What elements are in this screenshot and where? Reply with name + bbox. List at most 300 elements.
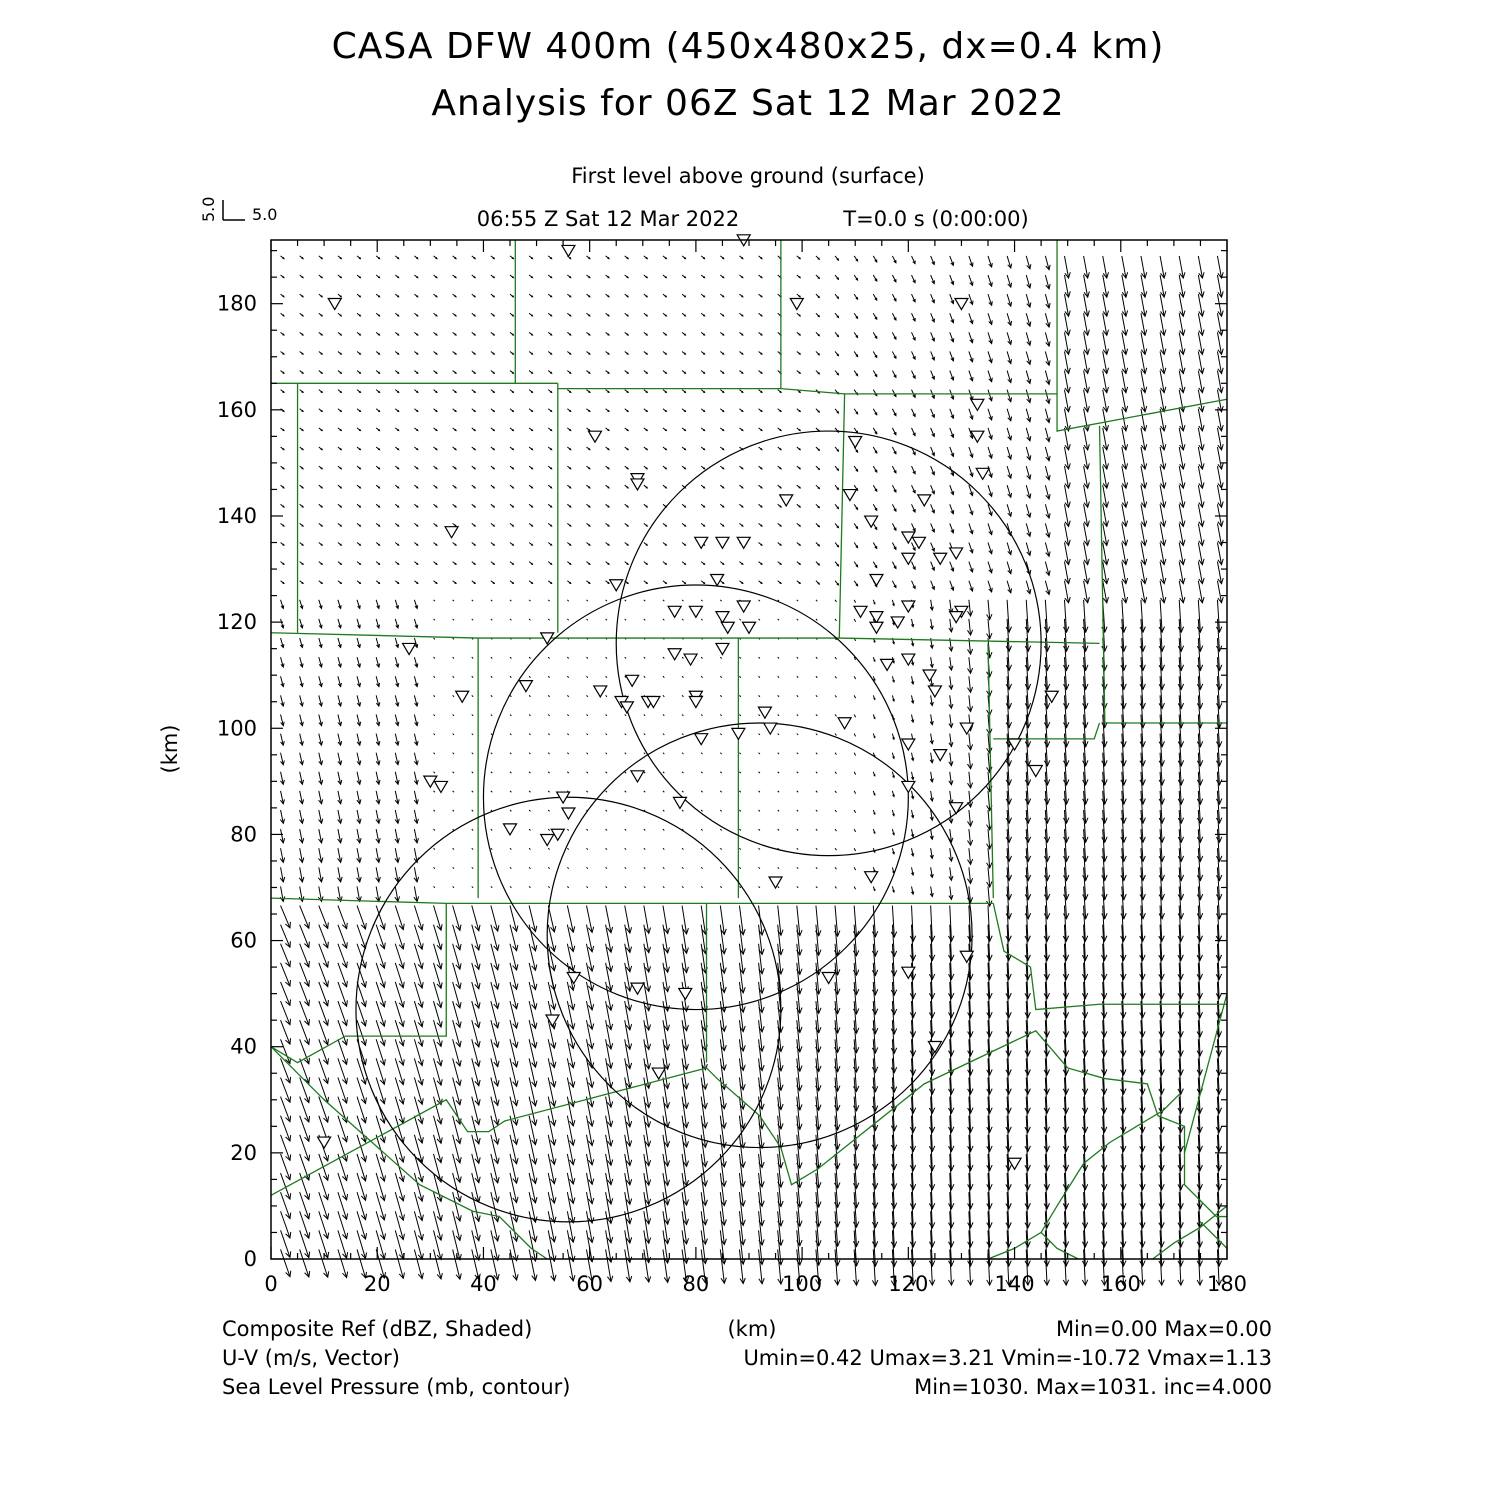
station-marker: [689, 697, 702, 708]
x-axis-label: (km): [727, 1317, 777, 1341]
wind-vector: [414, 562, 417, 565]
wind-vector: [625, 734, 626, 735]
wind-vector: [338, 294, 341, 297]
wind-vector: [1084, 275, 1090, 297]
wind-vector: [644, 351, 647, 354]
wind-vector: [548, 734, 549, 735]
county-line: [271, 1047, 547, 1259]
wind-vector: [1122, 581, 1128, 603]
wind-vector: [1007, 390, 1011, 402]
wind-vector: [1179, 485, 1185, 507]
wind-vector: [1045, 523, 1050, 537]
wind-vector: [644, 447, 647, 450]
wind-vector: [376, 504, 379, 507]
wind-vector: [606, 810, 607, 811]
wind-vector: [797, 543, 800, 546]
wind-vector: [529, 619, 530, 620]
wind-vector: [453, 275, 456, 278]
wind-vector: [949, 753, 953, 766]
wind-vector: [797, 848, 798, 849]
wind-vector: [319, 695, 323, 706]
wind-vector: [720, 523, 723, 526]
wind-vector: [816, 867, 817, 868]
wind-vector: [682, 332, 685, 335]
wind-vector: [1103, 409, 1109, 431]
wind-vector: [472, 657, 473, 658]
wind-vector: [280, 829, 284, 843]
wind-vector: [950, 256, 954, 265]
wind-vector: [548, 409, 551, 412]
wind-vector: [1217, 332, 1223, 354]
wind-vector: [338, 390, 341, 393]
wind-vector: [529, 294, 532, 297]
wind-vector: [606, 275, 609, 278]
wind-vector: [1160, 313, 1166, 335]
wind-vector: [988, 371, 992, 382]
wind-vector: [759, 428, 762, 431]
wind-vector: [1045, 275, 1050, 289]
wind-vector: [567, 543, 570, 546]
station-marker: [1029, 766, 1042, 777]
wind-vector: [510, 848, 511, 849]
wind-vector: [586, 523, 589, 526]
wind-vector: [797, 772, 798, 773]
wind-vector: [281, 638, 284, 647]
wind-vector: [625, 294, 628, 297]
wind-vector: [300, 313, 303, 316]
wind-vector: [395, 829, 399, 843]
wind-vector: [510, 772, 511, 773]
wind-vector: [319, 428, 322, 431]
wind-vector: [529, 714, 530, 715]
station-marker: [716, 643, 729, 654]
wind-vector: [739, 485, 742, 488]
wind-vector: [625, 275, 628, 278]
wind-vector: [759, 676, 760, 677]
wind-vector: [395, 351, 398, 354]
wind-vector: [357, 791, 361, 804]
wind-vector: [357, 695, 361, 706]
wind-vector: [281, 428, 284, 431]
wind-vector: [357, 466, 360, 469]
wind-vector: [1103, 294, 1109, 316]
wind-vector: [338, 256, 341, 259]
wind-vector: [1045, 466, 1050, 480]
wind-vector: [472, 753, 473, 754]
wind-vector: [969, 313, 973, 323]
wind-vector: [453, 906, 461, 931]
wind-vector: [529, 351, 532, 354]
wind-vector: [663, 676, 664, 677]
wind-vector: [319, 676, 323, 686]
wind-vector: [338, 466, 341, 469]
wind-vector: [453, 466, 456, 469]
wind-vector: [1122, 390, 1128, 412]
wind-vector: [434, 772, 435, 773]
wind-vector: [912, 523, 916, 531]
wind-vector: [338, 810, 342, 823]
station-marker: [976, 468, 989, 479]
wind-vector: [1141, 313, 1147, 335]
wind-vector: [529, 371, 532, 374]
wind-vector: [1141, 543, 1147, 565]
wind-vector: [300, 906, 310, 929]
wind-vector: [1103, 485, 1109, 507]
wind-vector: [395, 619, 398, 628]
wind-vector: [644, 753, 645, 754]
wind-vector: [797, 581, 800, 584]
wind-vector: [1217, 275, 1223, 297]
wind-vector: [338, 447, 341, 450]
wind-vector: [816, 543, 819, 546]
wind-vector: [911, 676, 913, 684]
wind-vector: [510, 810, 511, 811]
wind-vector: [529, 428, 532, 431]
wind-vector: [586, 772, 587, 773]
wind-vector: [586, 714, 587, 715]
y-tick-label: 160: [216, 397, 257, 422]
wind-vector: [567, 676, 568, 677]
wind-vector: [529, 734, 530, 735]
wind-vector: [682, 734, 683, 735]
wind-vector: [759, 829, 760, 830]
wind-vector: [300, 466, 303, 469]
wind-vector: [434, 466, 437, 469]
wind-vector: [1160, 275, 1166, 297]
wind-vector: [319, 466, 322, 469]
wind-vector: [969, 447, 973, 457]
wind-vector: [548, 275, 551, 278]
wind-vector: [548, 848, 549, 849]
wind-vector: [816, 772, 817, 773]
station-marker: [504, 824, 517, 835]
wind-vector: [720, 332, 723, 335]
wind-vector: [950, 371, 954, 380]
wind-vector: [376, 867, 381, 882]
x-tick-label: 80: [682, 1272, 710, 1296]
wind-vector: [988, 256, 992, 267]
wind-vector: [1084, 351, 1090, 373]
wind-vector: [300, 428, 303, 431]
wind-vector: [1007, 371, 1011, 383]
wind-vector: [1103, 351, 1109, 373]
station-marker: [902, 553, 915, 564]
wind-vector: [816, 753, 817, 754]
wind-vector: [606, 466, 609, 469]
wind-vector: [338, 791, 342, 804]
wind-vector: [816, 829, 817, 830]
wind-vector: [1122, 294, 1128, 316]
wind-vector: [644, 829, 645, 830]
wind-vector: [319, 600, 322, 609]
wind-vector: [644, 523, 647, 526]
wind-vector: [548, 581, 551, 584]
wind-vector: [1179, 504, 1185, 526]
wind-vector: [988, 562, 992, 573]
wind-vector: [472, 695, 473, 696]
wind-vector: [510, 867, 511, 868]
wind-vector: [663, 772, 664, 773]
wind-vector: [873, 523, 876, 529]
wind-vector: [300, 409, 303, 412]
wind-vector: [299, 848, 304, 862]
wind-vector: [319, 332, 322, 335]
wind-vector: [395, 1249, 404, 1278]
station-marker: [689, 606, 702, 617]
wind-vector: [930, 657, 933, 667]
wind-vector: [701, 619, 702, 620]
wind-vector: [1122, 504, 1128, 526]
wind-vector: [472, 275, 475, 278]
wind-vector: [797, 810, 798, 811]
wind-vector: [586, 371, 589, 374]
wind-vector: [376, 581, 379, 584]
station-marker: [631, 479, 644, 490]
wind-vector: [567, 428, 570, 431]
wind-vector: [1045, 504, 1050, 518]
wind-vector: [395, 581, 398, 584]
x-tick-label: 180: [1206, 1272, 1248, 1296]
wind-vector: [606, 294, 609, 297]
wind-vector: [1084, 447, 1090, 469]
wind-vector: [1198, 351, 1204, 373]
wind-vector: [491, 753, 492, 754]
wind-vector: [720, 447, 723, 450]
wind-vector: [1084, 390, 1090, 412]
wind-vector: [892, 562, 896, 569]
wind-vector: [1103, 523, 1109, 545]
wind-vector: [892, 886, 894, 892]
station-marker: [764, 723, 777, 734]
wind-vector: [1198, 504, 1204, 526]
wind-vector: [663, 447, 666, 450]
wind-vector: [586, 676, 587, 677]
wind-vector: [663, 791, 664, 792]
wind-vector: [797, 523, 800, 526]
wind-vector: [567, 562, 570, 565]
wind-vector: [395, 275, 398, 278]
wind-vector: [472, 428, 475, 431]
wind-vector: [910, 906, 915, 942]
wind-vector: [720, 867, 721, 868]
county-line: [839, 394, 844, 638]
wind-vector: [644, 734, 645, 735]
station-marker: [780, 495, 793, 506]
wind-vector: [529, 753, 530, 754]
y-tick-label: 0: [243, 1247, 257, 1271]
wind-vector: [1160, 428, 1166, 450]
wind-vector: [510, 466, 513, 469]
wind-vector: [739, 275, 742, 278]
wind-vector: [931, 466, 935, 475]
wind-vector: [586, 619, 587, 620]
figure-title-line1: CASA DFW 400m (450x480x25, dx=0.4 km): [331, 26, 1165, 67]
wind-vector: [300, 581, 303, 584]
wind-vector: [739, 294, 742, 297]
wind-vector: [1160, 256, 1166, 278]
wind-vector: [338, 409, 341, 412]
wind-vector: [586, 485, 589, 488]
wind-vector: [739, 409, 742, 412]
wind-vector: [759, 332, 762, 335]
wind-vector: [300, 332, 303, 335]
station-marker: [737, 601, 750, 612]
wind-vector: [663, 867, 664, 868]
wind-vector: [1140, 600, 1145, 632]
wind-vector: [453, 485, 456, 488]
wind-vector: [816, 256, 819, 259]
wind-vector: [376, 351, 379, 354]
county-line: [1153, 1206, 1227, 1259]
wind-vector: [548, 447, 551, 450]
wind-vector: [338, 485, 341, 488]
wind-vector: [625, 256, 628, 259]
wind-vector: [567, 772, 568, 773]
wind-vector: [548, 791, 549, 792]
wind-vector: [682, 371, 685, 374]
wind-vector: [797, 829, 798, 830]
station-marker: [684, 654, 697, 665]
footer-field1-stats: Min=0.00 Max=0.00: [1055, 1317, 1272, 1341]
wind-vector: [759, 275, 762, 278]
wind-vector: [816, 523, 819, 526]
wind-vector: [701, 657, 702, 658]
wind-vector: [759, 772, 760, 773]
wind-vector: [395, 485, 398, 488]
wind-vector: [720, 371, 723, 374]
wind-vector: [395, 466, 398, 469]
wind-vector: [1026, 275, 1031, 288]
wind-vector: [472, 447, 475, 450]
wind-vector: [1007, 313, 1011, 325]
wind-vector: [625, 600, 626, 601]
wind-vector: [1083, 600, 1088, 632]
wind-vector: [816, 351, 819, 354]
station-marker: [928, 1042, 941, 1053]
wind-vector: [663, 581, 666, 584]
wind-vector: [529, 390, 532, 393]
wind-vector: [682, 275, 685, 278]
wind-vector: [491, 523, 494, 526]
wind-vector: [701, 504, 704, 507]
x-tick-label: 160: [1100, 1272, 1141, 1296]
wind-vector: [319, 313, 322, 316]
wind-vector: [414, 390, 417, 393]
wind-vector: [720, 657, 721, 658]
wind-vector: [586, 543, 589, 546]
wind-vector: [281, 447, 284, 450]
wind-vector: [759, 466, 762, 469]
wind-vector: [586, 867, 587, 868]
wind-vector: [300, 619, 303, 628]
wind-vector: [357, 829, 361, 843]
wind-vector: [376, 466, 379, 469]
wind-vector: [931, 447, 935, 456]
wind-vector: [759, 848, 760, 849]
wind-vector: [1216, 600, 1221, 632]
wind-vector: [797, 734, 798, 735]
station-marker: [854, 606, 867, 617]
wind-vector: [1141, 447, 1147, 469]
wind-vector: [567, 657, 568, 658]
wind-vector: [529, 275, 532, 278]
wind-vector: [472, 676, 473, 677]
wind-vector: [816, 695, 817, 696]
wind-vector: [357, 619, 360, 628]
wind-vector: [414, 447, 417, 450]
wind-vector: [1198, 447, 1204, 469]
wind-vector: [1007, 581, 1011, 593]
wind-vector: [967, 848, 972, 864]
wind-vector: [797, 351, 800, 354]
wind-vector: [797, 619, 798, 620]
wind-vector: [491, 695, 492, 696]
wind-vector: [949, 734, 953, 747]
wind-vector: [988, 294, 992, 305]
wind-vector: [338, 753, 342, 765]
wind-vector: [338, 581, 341, 584]
wind-vector: [414, 485, 417, 488]
wind-vector: [644, 409, 647, 412]
wind-vector: [529, 1249, 537, 1280]
wind-vector: [281, 925, 291, 948]
wind-vector: [1141, 275, 1147, 297]
wind-vector: [529, 600, 530, 601]
station-marker: [328, 298, 341, 309]
wind-vector: [338, 371, 341, 374]
wind-vector: [835, 543, 838, 547]
y-tick-label: 140: [216, 503, 257, 528]
wind-vector: [357, 409, 360, 412]
wind-vector: [510, 562, 513, 565]
wind-vector: [892, 409, 896, 416]
wind-vector: [625, 714, 626, 715]
wind-vector: [625, 466, 628, 469]
wind-vector: [414, 466, 417, 469]
wind-vector: [586, 600, 587, 601]
wind-vector: [701, 485, 704, 488]
wind-vector: [338, 734, 342, 746]
wind-vector: [835, 581, 838, 585]
wind-vector: [625, 504, 628, 507]
wind-vector: [319, 562, 322, 565]
wind-vector: [797, 504, 800, 507]
station-marker: [716, 537, 729, 548]
wind-vector: [854, 294, 857, 299]
wind-vector: [281, 906, 291, 928]
wind-vector: [414, 772, 418, 784]
wind-vector: [567, 581, 570, 584]
wind-vector: [759, 504, 762, 507]
wind-vector: [835, 294, 838, 298]
wind-vector: [759, 581, 762, 584]
wind-vector: [376, 256, 379, 259]
wind-vector: [816, 409, 819, 412]
wind-vector: [567, 294, 570, 297]
wind-vector: [1141, 428, 1147, 450]
wind-vector: [548, 562, 551, 565]
wind-vector: [300, 543, 303, 546]
wind-vector: [931, 371, 935, 380]
wind-vector: [892, 695, 894, 701]
wind-vector: [835, 676, 836, 678]
wind-vector: [357, 294, 360, 297]
wind-vector: [816, 581, 819, 584]
wind-vector: [949, 791, 953, 804]
wind-vector: [510, 428, 513, 431]
wind-vector: [912, 332, 916, 340]
wind-vector: [816, 447, 819, 450]
